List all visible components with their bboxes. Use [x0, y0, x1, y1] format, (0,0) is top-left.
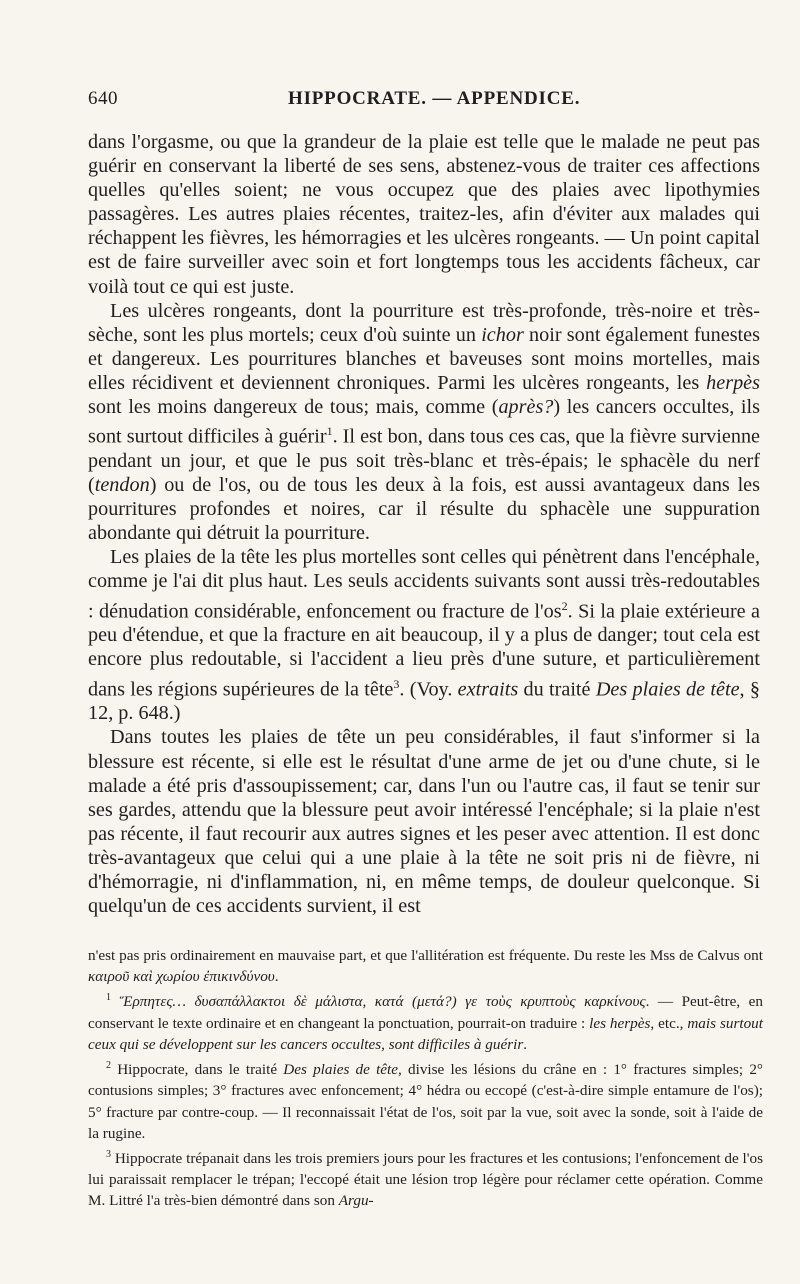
page-number: 640: [88, 88, 118, 109]
text-run: . Il est bon, dans tous ces cas, que la fièvre survienne pendant un jour, et que le pus soit très-blanc et très-épais; le sphacèle du nerf (: [88, 425, 760, 497]
text-run: , etc.,: [650, 1014, 688, 1032]
greek-phrase: Ἕρπητες… δυσαπάλλακτοι δὲ μάλιστα, κατά (μετά?) γε τοὺς κρυπτοὺς καρκίνους: [119, 993, 646, 1011]
text-run: Hippocrate trépanait dans les trois premiers jours pour les fractures et les contusions; l'enfoncement de l'os lui paraissait remplacer le trépan; l'eccopé était une lésion trop légère pour réclamer cette opération. Comme M. Littré l'a très-bien démontré dans son: [88, 1150, 763, 1210]
text-run: noir sont également funestes et dangereux. Les pourritures blanches et baveuses sont moins mortelles, mais elles récidivent et deviennent chroniques. Parmi les ulcères rongeants, les: [88, 323, 760, 394]
footnote-number: 1: [106, 992, 111, 1004]
footnote-3: [88, 1144, 763, 1212]
italic-term: ichor: [481, 323, 524, 346]
text-run: , § 12, p. 648.): [88, 678, 760, 725]
running-header: [88, 88, 756, 116]
text-run: Les ulcères rongeants, dont la pourriture est très-profonde, très-noire et très-sèche, sont les plus mortels; ceux d'où suinte un: [88, 299, 760, 346]
running-title: HIPPOCRATE. — APPENDICE.: [288, 88, 581, 109]
footnote-continuation: [88, 945, 763, 987]
footnote-ref: 2: [561, 598, 568, 613]
italic-term: Des plaies de tête: [595, 678, 740, 701]
greek-phrase: καιροῦ καὶ χωρίου ἐπικινδύνου: [88, 968, 275, 986]
italic-term: mais surtout ceux qui se développent sur les cancers occultes, sont difficiles à guérir: [88, 1014, 763, 1053]
italic-term: extraits: [457, 678, 519, 701]
footnote-number: 2: [106, 1060, 111, 1072]
text-run: .: [274, 968, 279, 986]
footnote-2: [88, 1055, 763, 1144]
footnote-ref: 1: [326, 424, 333, 439]
paragraph-4: Dans toutes les plaies de tête un peu considérables, il faut s'informer si la blessure est récente, si elle est le résultat d'une arme de jet ou d'une chute, si le malade a été pris d'assoupissement; car, dans l'un ou l'autre cas, il faut se tenir sur ses gardes, attendu que la blessure peut avoir intéressé l'encéphale; si la plaie n'est pas récente, il faut recourir aux autres signes et les peser avec attention. Il est donc très-avantageux que celui qui a une plaie à la tête ne soit pris ni de fièvre, ni d'hémorragie, ni d'inflammation, ni, en même temps, de douleur quelconque. Si quelqu'un de ces accidents survient, il est: [88, 726, 760, 918]
text-run: ) ou de l'os, ou de tous les deux à la fois, est aussi avantageux dans les pourritures profondes et noires, car il résulte du sphacèle une suppuration abondante qui détruit la pourriture.: [88, 474, 760, 545]
italic-term: les herpès: [589, 1014, 651, 1032]
text-run: . (Voy.: [399, 678, 458, 701]
text-run: . — Peut-être, en conservant le texte ordinaire et en changeant la ponctuation, pourrait-on traduire :: [88, 993, 763, 1032]
italic-term: Des plaies de tête: [283, 1061, 399, 1079]
italic-term: herpès: [706, 371, 760, 394]
footnote-number: 3: [106, 1148, 111, 1160]
italic-term: Argu-: [338, 1192, 374, 1210]
paragraph-1: dans l'orgasme, ou que la grandeur de la plaie est telle que le malade ne peut pas guérir en conservant la liberté de ses sens, abstenez-vous de traiter ces affections quelles qu'elles soient; ne vous occupez que des plaies avec lipothymies passagères. Les autres plaies récentes, traitez-les, afin d'éviter aux malades qui réchappent les fièvres, les hémorragies et les ulcères rongeants. — Un point capital est de faire surveiller avec soin et fort longtemps tous les accidents fâcheux, car voilà tout ce qui est juste.: [88, 131, 760, 298]
footnote-1: [88, 987, 763, 1055]
text-run: , divise les lésions du crâne en : 1° fractures simples; 2° contusions simples; 3° fractures avec enfoncement; 4° hédra ou eccopé (c'est-à-dire simple entamure de l'os); 5° fracture par contre-coup. — Il reconnaissait l'état de l'os, soit par la vue, soit avec la sonde, soit à l'aide de la rugine.: [88, 1061, 764, 1142]
text-run: .: [523, 1035, 528, 1053]
text-run: du traité: [518, 678, 596, 701]
footnote-ref: 3: [393, 676, 400, 691]
main-text: [88, 130, 760, 918]
text-run: Hippocrate, dans le traité: [117, 1061, 284, 1079]
text-run: Les plaies de la tête les plus mortelles sont celles qui pénètrent dans l'encéphale, comme je l'ai dit plus haut. Les seuls accidents suivants sont aussi très-redoutables : dénudation considérable, enfoncement ou fracture de l'os: [88, 546, 760, 623]
text-run: sont les moins dangereux de tous; mais, comme (: [88, 396, 499, 419]
footnotes: [88, 945, 763, 1212]
paragraph-2: [88, 299, 760, 546]
paragraph-3: [88, 545, 760, 725]
italic-term: tendon: [94, 474, 150, 497]
italic-term: après?: [498, 396, 554, 419]
text-run: ) les cancers occultes, ils sont surtout difficiles à guérir: [88, 396, 760, 448]
text-run: . Si la plaie extérieure a peu d'étendue, et que la fracture en ait beaucoup, il y a plus de danger; tout cela est encore plus redoutable, si l'accident a lieu près d'une suture, et particulièrement dans les régions supérieures de la tête: [88, 600, 760, 701]
text-run: n'est pas pris ordinairement en mauvaise part, et que l'allitération est fréquente. Du reste les Mss de Calvus ont: [88, 947, 763, 964]
